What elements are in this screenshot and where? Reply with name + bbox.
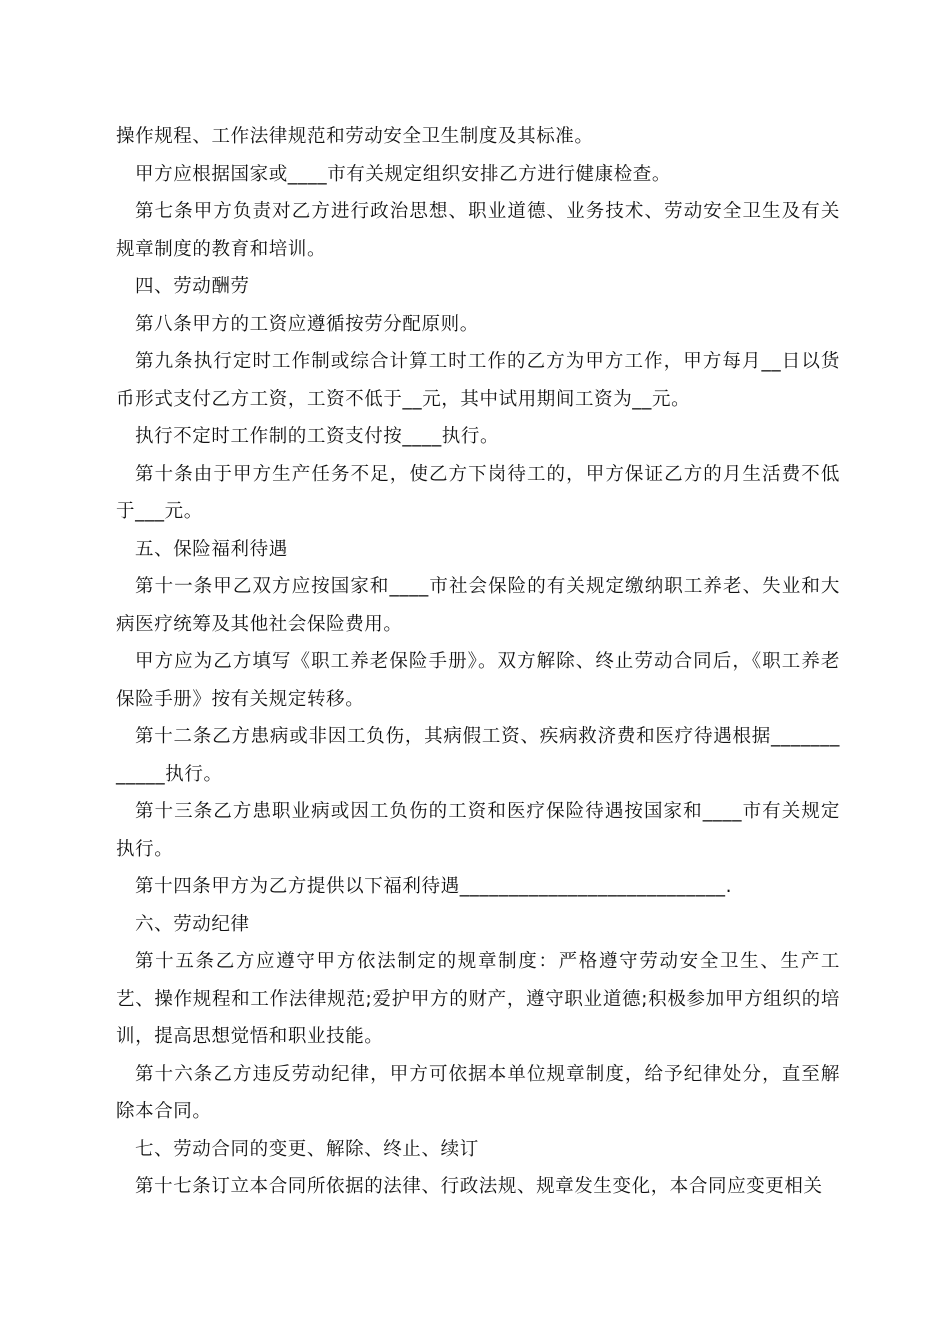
paragraph-article-8: 第八条甲方的工资应遵循按劳分配原则。 xyxy=(135,313,479,335)
paragraph-article-13: 第十三条乙方患职业病或因工负伤的工资和医疗保险待遇按国家和____市有关规定执行。 xyxy=(116,801,840,860)
paragraph-continuation: 操作规程、工作法律规范和劳动安全卫生制度及其标准。 xyxy=(116,126,594,147)
section-heading-discipline: 六、劳动纪律 xyxy=(135,913,250,935)
paragraph-article-12: 第十二条乙方患病或非因工负伤，其病假工资、疾病救济费和医疗待遇根据____________执行。 xyxy=(116,726,840,785)
paragraph-health-check: 甲方应根据国家或____市有关规定组织安排乙方进行健康检查。 xyxy=(135,163,672,185)
section-heading-contract-changes: 七、劳动合同的变更、解除、终止、续订 xyxy=(135,1138,479,1160)
section-heading-insurance: 五、保险福利待遇 xyxy=(135,538,288,560)
section-heading-remuneration: 四、劳动酬劳 xyxy=(135,276,250,297)
paragraph-irregular-hours-pay: 执行不定时工作制的工资支付按____执行。 xyxy=(135,426,500,447)
paragraph-article-16: 第十六条乙方违反劳动纪律，甲方可依据本单位规章制度，给予纪律处分，直至解除本合同。 xyxy=(116,1063,840,1122)
paragraph-article-14: 第十四条甲方为乙方提供以下福利待遇___________________________. xyxy=(135,876,733,897)
paragraph-article-11: 第十一条甲乙双方应按国家和____市社会保险的有关规定缴纳职工养老、失业和大病医疗统筹及其他社会保险费用。 xyxy=(116,576,840,635)
paragraph-article-17: 第十七条订立本合同所依据的法律、行政法规、规章发生变化，本合同应变更相关 xyxy=(135,1176,823,1197)
paragraph-article-9: 第九条执行定时工作制或综合计算工时工作的乙方为甲方工作，甲方每月__日以货币形式支付乙方工资，工资不低于__元，其中试用期间工资为__元。 xyxy=(116,351,840,410)
document-body xyxy=(116,118,840,1206)
paragraph-article-15: 第十五条乙方应遵守甲方依法制定的规章制度：严格遵守劳动安全卫生、生产工艺、操作规程和工作法律规范;爱护甲方的财产，遵守职业道德;积极参加甲方组织的培训，提高思想觉悟和职业技能。 xyxy=(116,951,840,1047)
paragraph-article-10: 第十条由于甲方生产任务不足，使乙方下岗待工的，甲方保证乙方的月生活费不低于___元。 xyxy=(116,463,840,522)
paragraph-article-7: 第七条甲方负责对乙方进行政治思想、职业道德、业务技术、劳动安全卫生及有关规章制度的教育和培训。 xyxy=(116,201,840,260)
paragraph-pension-handbook: 甲方应为乙方填写《职工养老保险手册》。双方解除、终止劳动合同后，《职工养老保险手册》按有关规定转移。 xyxy=(116,651,840,710)
